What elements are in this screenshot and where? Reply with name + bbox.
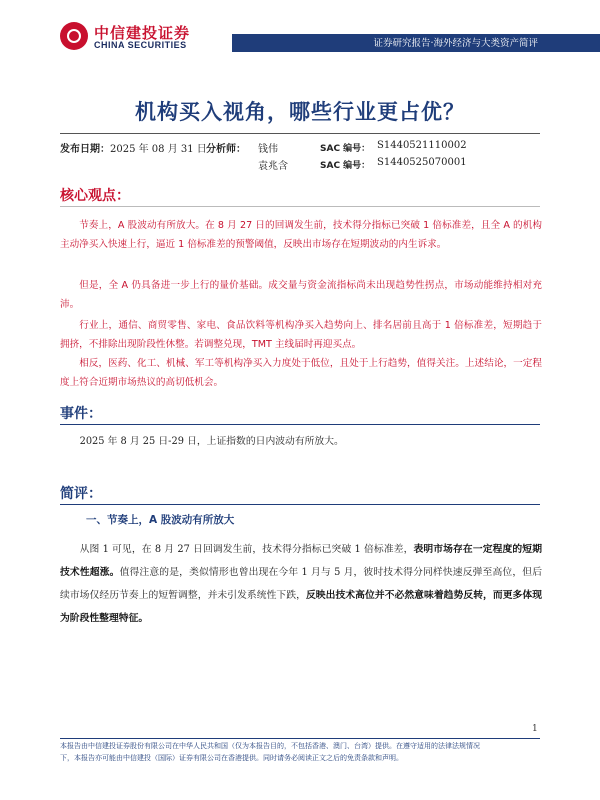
core-paragraph-1: 节奏上，A 股波动有所放大。在 8 月 27 日的回调发生前，技术得分指标已突破 1 倍标准差，且全 A 的机构主动净买入快速上行，逼近 1 倍标准差的预警阈值，反映出市场存在短期波动的内生诉求。 [60,220,542,250]
page-title: 机构买入视角，哪些行业更占优？ [135,100,465,124]
logo-english-name: CHINA SECURITIES [94,40,187,50]
title-divider [60,133,540,134]
sac-label-1: SAC 编号： [320,144,371,154]
footer-divider [60,738,540,739]
analyst-name-1: 钱伟 [258,144,278,155]
core-divider [60,206,540,207]
report-category: 证券研究报告·海外经济与大类资产简评 [373,38,538,49]
date-value: 2025 年 08 月 31 日 [110,144,207,155]
footer-disclaimer-1: 本报告由中信建投证券股份有限公司在中华人民共和国（仅为本报告目的，不包括香港、澳门、台湾）提供。在遵守适用的法律法规情况 [60,742,480,750]
page-number: 1 [532,724,538,734]
event-divider [60,424,540,425]
analyst-label: 分析师： [206,144,246,155]
review-bold-1: 表明市场存在一定程度的短期技术性超涨。 [60,544,542,578]
company-logo-icon [60,22,88,50]
footer-disclaimer-2: 下，本报告亦可能由中信建投（国际）证券有限公司在香港提供。同时请务必阅读正文之后的免责条款和声明。 [60,754,403,762]
core-heading: 核心观点： [60,188,130,204]
sac-number-1: S1440521110002 [377,140,467,151]
review-text-2: 值得注意的是，类似情形也曾出现在今年 1 月与 5 月，彼时技术得分同样快速反弹至高位，但后续市场仅经历节奏上的短暂调整，并未引发系统性下跌， [60,567,542,601]
publish-date [60,140,207,155]
sac-number-2: S1440525070001 [377,157,467,168]
core-paragraph-2: 但是，全 A 仍具备进一步上行的量价基础。成交量与资金流指标尚未出现趋势性拐点，市场动能维持相对充沛。 [60,280,542,310]
review-heading: 简评： [60,486,102,502]
date-label: 发布日期： [60,144,110,155]
event-text: 2025 年 8 月 25 日-29 日，上证指数的日内波动有所放大。 [79,436,344,447]
review-paragraph [60,538,542,630]
event-heading: 事件： [60,406,102,422]
core-paragraph-3: 行业上，通信、商贸零售、家电、食品饮料等机构净买入趋势向上、排名居前且高于 1 倍标准差，短期趋于拥挤，不排除出现阶段性休整。若调整兑现，TMT 主线届时再迎买点。 [60,320,542,350]
sac-label-2: SAC 编号： [320,161,371,171]
core-paragraph-4: 相反，医药、化工、机械、军工等机构净买入力度处于低位，且处于上行趋势，值得关注。上述结论，一定程度上符合近期市场热议的高切低机会。 [60,358,542,388]
logo-chinese-name: 中信建投证券 [94,24,191,42]
review-bold-2: 反映出技术高位并不必然意味着趋势反转，而更多体现为阶段性整理特征。 [60,590,543,624]
analyst-name-2: 袁兆含 [258,161,288,172]
review-subheading: 一、节奏上，A 股波动有所放大 [86,514,235,526]
review-text-1: 从图 1 可见，在 8 月 27 日回调发生前，技术得分指标已突破 1 倍标准差， [79,544,414,555]
review-divider [60,504,540,505]
